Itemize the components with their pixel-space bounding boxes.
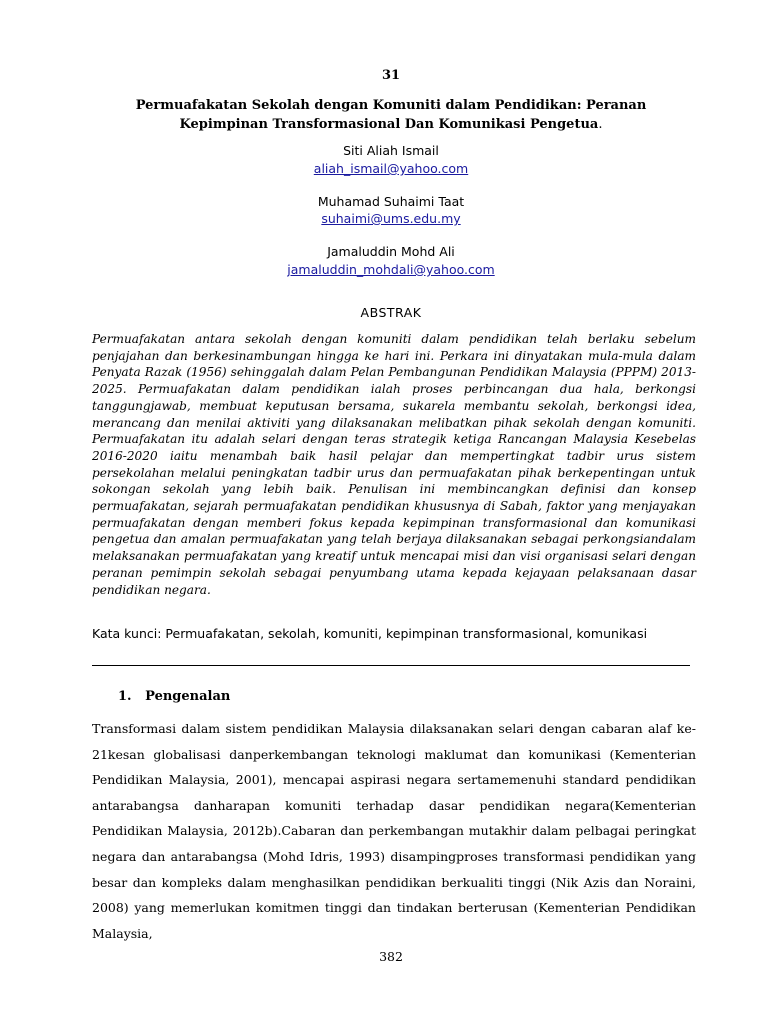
author-name-2: Muhamad Suhaimi Taat: [317, 194, 465, 209]
author-email-2[interactable]: suhaimi@ums.edu.my: [321, 211, 461, 226]
author-name-3: Jamaluddin Mohd Ali: [327, 244, 455, 259]
section-heading-pengenalan: 1. Pengenalan: [118, 689, 231, 704]
paper-title-text: Permuafakatan Sekolah dengan Komuniti dalam Pendidikan: Peranan Kepimpinan Transformasional Dan Komunikasi Pengetua: [135, 98, 647, 132]
chapter-number: 31: [381, 68, 401, 83]
page-number: 382: [379, 949, 403, 964]
author-email-3[interactable]: jamaluddin_mohdali@yahoo.com: [287, 262, 495, 277]
author-name-1: Siti Aliah Ismail: [343, 143, 439, 158]
abstract-heading: ABSTRAK: [360, 305, 422, 320]
section-divider: [92, 665, 690, 666]
paper-title: [92, 96, 690, 134]
keywords-label: Kata kunci:: [92, 626, 162, 641]
keywords-line: [92, 626, 696, 641]
abstract-text: Permuafakatan antara sekolah dengan komuniti dalam pendidikan telah berlaku sebelum penjajahan dan berkesinambungan hingga ke hari ini. Perkara ini dinyatakan mula-mula dalam Penyata Razak (1956) sehinggalah dalam Pelan Pembangunan Pendidikan Malaysia (PPPM) 2013-2025. Permuafakatan dalam pendidikan ialah proses perbincangan dua hala, berkongsi tanggungjawab, membuat keputusan bersama, sukarela membantu sekolah, berkongsi idea, merancang dan menilai aktiviti yang dilaksanakan melibatkan pihak sekolah dengan komuniti. Permuafakatan itu adalah selari dengan teras strategik ketiga Rancangan Malaysia Kesebelas 2016-2020 iaitu menambah baik hasil pelajar dan mempertingkat tadbir urus sistem persekolahan melalui peningkatan tadbir urus dan permuafakatan pihak berkepentingan untuk sokongan sekolah yang lebih baik. Penulisan ini membincangkan definisi dan konsep permuafakatan, sejarah permuafakatan pendidikan khususnya di Sabah, faktor yang menjayakan permuafakatan dengan memberi fokus kepada kepimpinan transformasional dan komunikasi pengetua dan amalan permuafakatan yang telah berjaya dilaksanakan sebagai perkongsiandalam melaksanakan permuafakatan yang kreatif untuk mencapai misi dan visi organisasi selari dengan peranan pemimpin sekolah sebagai penyumbang utama kepada kejayaan pelaksanaan dasar pendidikan negara.: [92, 332, 696, 597]
author-email-1[interactable]: aliah_ismail@yahoo.com: [313, 161, 469, 176]
section-body-pengenalan: Transformasi dalam sistem pendidikan Malaysia dilaksanakan selari dengan cabaran alaf ke-21kesan globalisasi danperkembangan teknologi maklumat dan komunikasi (Kementerian Pendidikan Malaysia, 2001), mencapai aspirasi negara sertamemenuhi standard pendidikan antarabangsa danharapan komuniti terhadap dasar pendidikan negara(Kementerian Pendidikan Malaysia, 2012b).Cabaran dan perkembangan mutakhir dalam pelbagai peringkat negara dan antarabangsa (Mohd Idris, 1993) disampingproses transformasi pendidikan yang besar dan kompleks dalam menghasilkan pendidikan berkualiti tinggi (Nik Azis dan Noraini, 2008) yang memerlukan komitmen tinggi dan tindakan berterusan (Kementerian Pendidikan Malaysia,: [92, 721, 696, 941]
paper-title-period: .: [598, 117, 603, 132]
keywords-list: Permuafakatan, sekolah, komuniti, kepimpinan transformasional, komunikasi: [165, 626, 648, 641]
